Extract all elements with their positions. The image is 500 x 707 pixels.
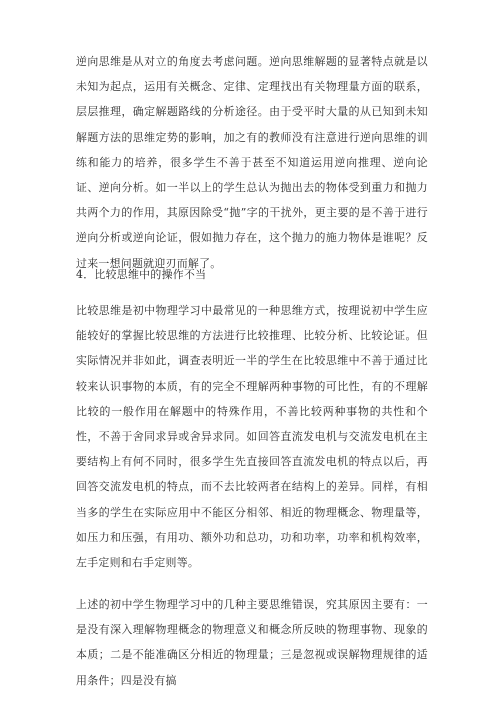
section-heading-comparison-thinking: 4．比较思维中的操作不当 — [76, 268, 207, 281]
paragraph-reverse-thinking: 逆向思维是从对立的角度去考虑问题。逆向思维解题的显著特点就是以未知为起点，运用有关概念、定律、定理找出有关物理量方面的联系，层层推理，确定解题路线的分析途径。由于受平时大量的从已知到未知解题方法的思维定势的影响，加之有的教师没有注意进行逆向思维的训练和能力的培养，很多学生不善于甚至不知道运用逆向推理、逆向论证、逆向分析。如一半以上的学生总认为抛出去的物体受到重力和抛力共两个力的作用，其原因除受“抛”字的干扰外，更主要的是不善于进行逆向分析或逆向论证，假如抛力存在，这个抛力的施力物体是谁呢？反过来一想问题就迎刃而解了。 — [76, 55, 428, 270]
paragraph-comparison-thinking: 比较思维是初中物理学习中最常见的一种思维方式，按理说初中学生应能较好的掌握比较思维的方法进行比较推理、比较分析、比较论证。但实际情况并非如此，调查表明近一半的学生在比较思维中不善于通过比较来认识事物的本质，有的完全不理解两种事物的可比性，有的不理解比较的一般作用在解题中的特殊作用，不善比较两种事物的共性和个性，不善于舍同求异或舍异求同。如回答直流发电机与交流发电机在主要结构上有何不同时，很多学生先直接回答直流发电机的特点以后，再回答交流发电机的特点，而不去比较两者在结构上的差异。同样，有相当多的学生在实际应用中不能区分相邻、相近的物理概念、物理量等，如压力和压强，有用功、额外功和总功，功和功率，功率和机构效率，左手定则和右手定则等。 — [76, 304, 428, 570]
paragraph-error-causes: 上述的初中学生物理学习中的几种主要思维错误，究其原因主要有：一是没有深入理解物理概念的物理意义和概念所反映的物理事物、现象的本质；二是不能准确区分相近的物理量；三是忽视或误解物理规律的适用条件；四是没有搞 — [76, 598, 428, 687]
